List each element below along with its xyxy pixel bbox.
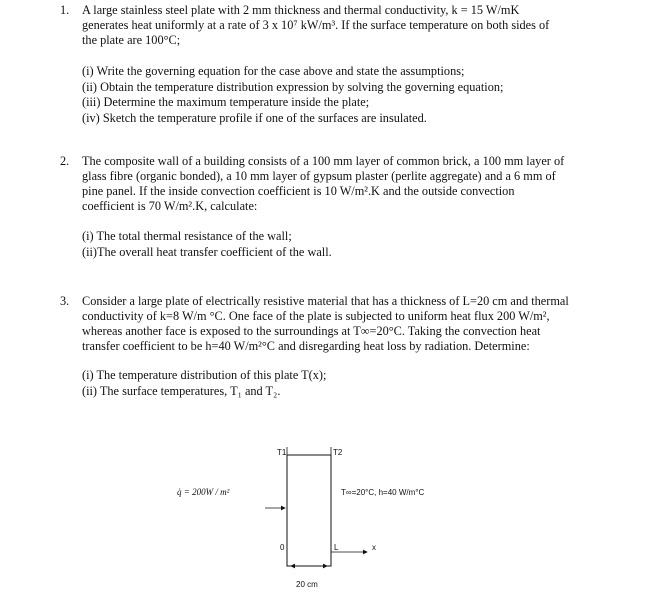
text-line: The composite wall of a building consists of a 100 mm layer of common brick, a 100 mm layer of	[82, 154, 565, 168]
sub-question: (ii) Obtain the temperature distribution expression by solving the governing equation;	[82, 79, 504, 94]
thickness-label: 20 cm	[296, 580, 318, 589]
origin-label: 0	[280, 543, 285, 552]
sub-question: (ii)The overall heat transfer coefficient of the wall.	[82, 244, 332, 259]
text-line: generates heat uniformly at a rate of 3 x 10⁷ kW/m³. If the surface temperature on both sides of	[82, 18, 550, 32]
text-line: the plate are 100°C;	[82, 33, 181, 47]
sub-question: (iv) Sketch the temperature profile if one of the surfaces are insulated.	[82, 110, 427, 125]
question-number: 1.	[60, 3, 70, 17]
text-line: glass fibre (organic bonded), a 10 mm layer of gypsum plaster (perlite aggregate) and a 6 mm of	[82, 169, 556, 183]
text-line: coefficient is 70 W/m².K, calculate:	[82, 199, 258, 213]
t2-label: T2	[333, 448, 343, 457]
question-number: 3.	[60, 294, 70, 308]
text-line: Consider a large plate of electrically resistive material that has a thickness of L=20 cm and thermal	[82, 294, 569, 308]
sub-question: (iii) Determine the maximum temperature inside the plate;	[82, 95, 370, 109]
sub-question: (ii) The surface temperatures, T₁ and T₂.	[82, 383, 281, 398]
heat-flux-label: q̇ = 200W / m²	[177, 487, 230, 497]
sub-question: (i) Write the governing equation for the case above and state the assumptions;	[82, 64, 465, 78]
convection-label: T∞=20°C, h=40 W/m°C	[341, 488, 425, 497]
plate-rectangle	[287, 455, 331, 566]
t1-label: T1	[277, 448, 287, 457]
text-line: A large stainless steel plate with 2 mm thickness and thermal conductivity, k = 15 W/mK	[82, 3, 520, 17]
text-line: transfer coefficient to be h=40 W/m²°C and disregarding heat loss by radiation. Determine:	[82, 339, 530, 353]
length-label: L	[334, 543, 339, 552]
sub-question: (i) The total thermal resistance of the wall;	[82, 229, 292, 243]
text-line: conductivity of k=8 W/m °C. One face of the plate is subjected to uniform heat flux 200 W/m²,	[82, 309, 550, 323]
x-axis-label: x	[372, 543, 376, 552]
text-line: whereas another face is exposed to the surroundings at T∞=20°C. Taking the convection heat	[82, 324, 541, 338]
question-number: 2.	[60, 154, 70, 168]
sub-question: (i) The temperature distribution of this plate T(x);	[82, 368, 327, 382]
text-line: pine panel. If the inside convection coefficient is 10 W/m².K and the outside convection	[82, 184, 515, 198]
